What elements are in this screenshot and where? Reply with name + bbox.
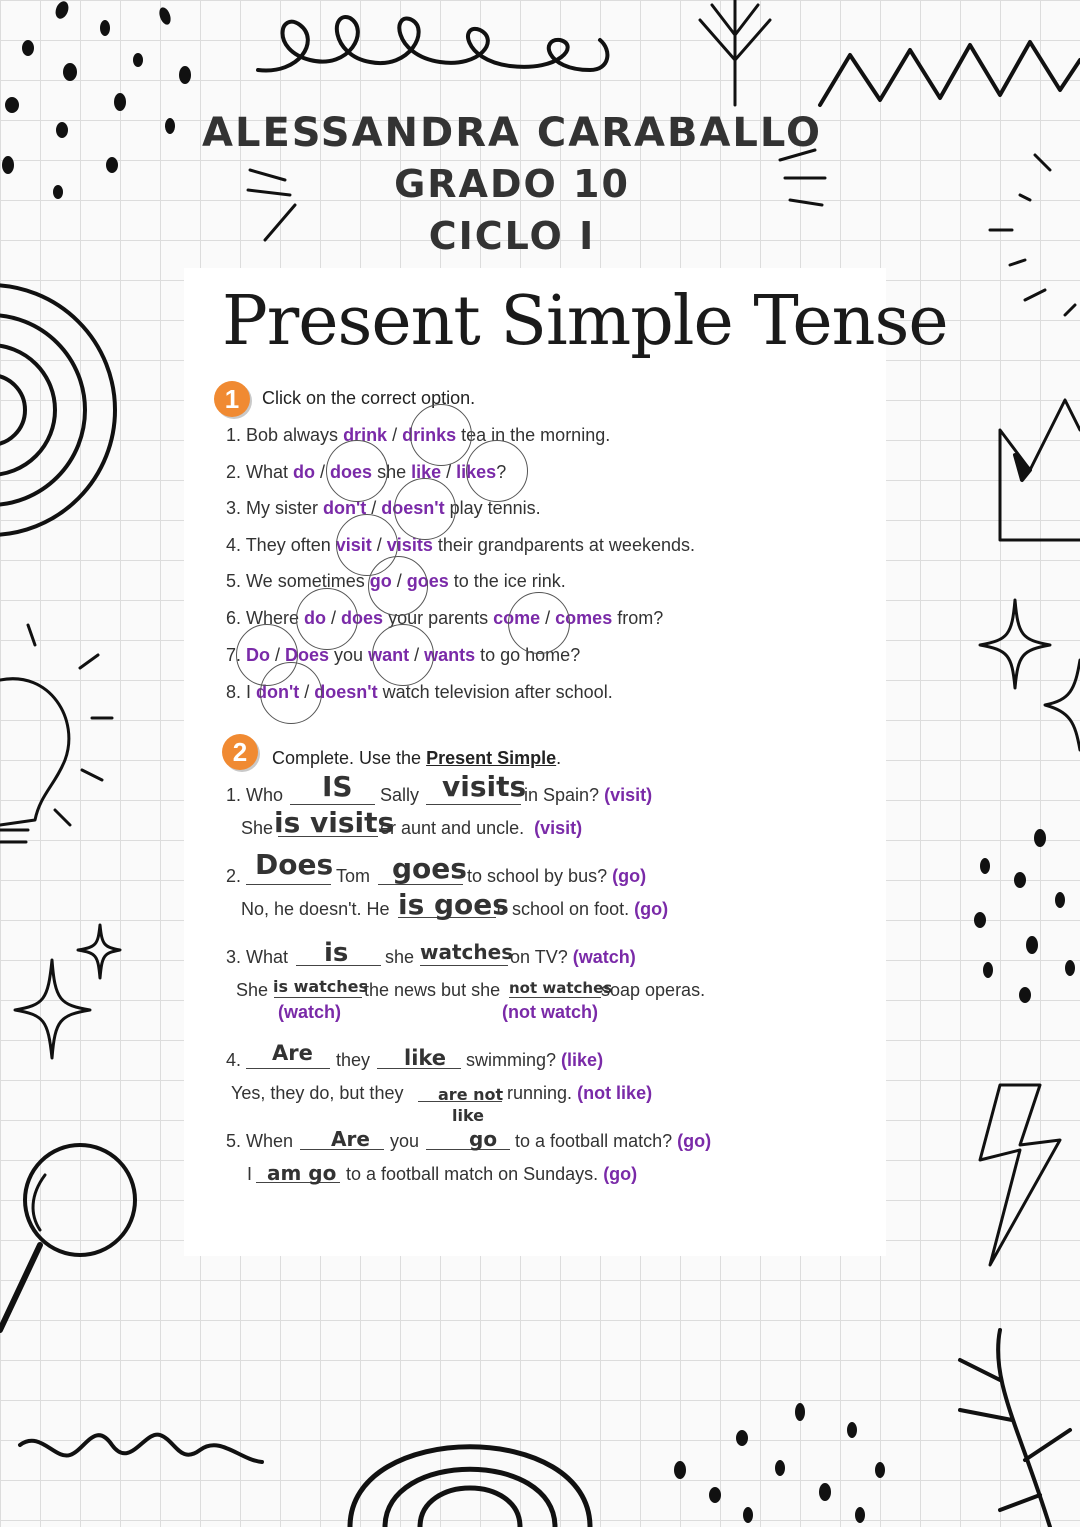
ex2-q3-line2-answer-1[interactable]: is watches — [273, 977, 369, 996]
ex1-item-6: 6. Where do / does your parents come / comes from? — [226, 608, 664, 628]
option-a[interactable]: Do — [246, 645, 271, 665]
ex2-q4-post: swimming? (like) — [466, 1050, 604, 1070]
ex2-q4-answer-2[interactable]: like — [404, 1046, 447, 1070]
ex2-q5-post: to a football match? (go) — [515, 1131, 712, 1151]
option-d[interactable]: likes — [456, 462, 497, 482]
answer-blank — [246, 884, 331, 885]
worksheet-title: Present Simple Tense — [222, 282, 948, 361]
option-b[interactable]: does — [341, 608, 384, 628]
option-d[interactable]: comes — [555, 608, 613, 628]
option-b[interactable]: doesn't — [314, 682, 378, 702]
selection-circle — [466, 440, 528, 502]
ex2-q3-line2-post: soap operas. — [601, 980, 706, 1000]
grade-label: GRADO 10 — [394, 162, 630, 206]
cycle-label: CICLO I — [428, 214, 596, 258]
exercise-1-instruction: Click on the correct option. — [262, 388, 476, 408]
exercise-2-badge: 2 — [222, 734, 258, 770]
ex2-q4-mid: they — [336, 1050, 371, 1070]
ex1-item-7: 7. Do / Does you want / wants to go home? — [226, 645, 581, 665]
selection-circle — [296, 588, 358, 650]
ex1-item-1: 1. Bob always drink / drinks tea in the morning. — [226, 425, 611, 445]
option-a[interactable]: don't — [256, 682, 300, 702]
option-d[interactable]: wants — [424, 645, 476, 665]
ex2-q2-answer-2[interactable]: goes — [392, 852, 467, 885]
option-a[interactable]: visit — [335, 535, 372, 555]
ex1-item-8: 8. I don't / doesn't watch television after school. — [226, 682, 613, 702]
ex2-q2-post: to school by bus? (go) — [467, 866, 647, 886]
exercise-2-instruction: Complete. Use the Present Simple. — [272, 748, 562, 768]
ex1-item-3: 3. My sister don't / doesn't play tennis. — [226, 498, 541, 518]
ex2-q5-answer-2[interactable]: go — [469, 1127, 498, 1151]
answer-blank — [420, 965, 508, 966]
option-b[interactable]: doesn't — [381, 498, 445, 518]
selection-circle — [260, 662, 322, 724]
ex2-q3-post: on TV? (watch) — [510, 947, 636, 967]
ex2-q2-line2-post: o school on foot. (go) — [497, 899, 669, 919]
answer-blank — [426, 804, 521, 805]
ex2-q4-line2-answer[interactable]: are not — [438, 1085, 504, 1104]
option-c[interactable]: like — [411, 462, 442, 482]
option-a[interactable]: don't — [323, 498, 367, 518]
selection-circle — [410, 404, 472, 466]
option-a[interactable]: go — [369, 571, 392, 591]
ex2-q1-answer-1[interactable]: IS — [322, 770, 353, 803]
student-name: ALESSANDRA CARABALLO — [202, 110, 822, 156]
selection-circle — [326, 440, 388, 502]
ex2-q1-pre: 1. Who — [226, 785, 284, 805]
ex2-q5-line2-answer[interactable]: am go — [267, 1161, 337, 1185]
ex2-q2-mid: Tom — [336, 866, 371, 886]
ex2-q2-answer-1[interactable]: Does — [255, 848, 334, 881]
ex2-q3-hint-b: (not watch) — [502, 1002, 598, 1022]
option-a[interactable]: do — [304, 608, 327, 628]
ex1-item-4: 4. They often visit / visits their grandparents at weekends. — [226, 535, 695, 555]
ex2-q3-pre: 3. What — [226, 947, 289, 967]
ex2-q3-hint-a: (watch) — [278, 1002, 341, 1022]
ex2-q5-answer-1[interactable]: Are — [331, 1127, 370, 1151]
ex2-q2-pre: 2. — [226, 866, 242, 886]
ex2-q4-answer-1[interactable]: Are — [272, 1041, 313, 1065]
ex2-q1-mid: Sally — [380, 785, 420, 805]
ex2-q4-line2-post: running. (not like) — [507, 1083, 653, 1103]
ex2-q5-pre: 5. When — [226, 1131, 294, 1151]
answer-blank — [426, 1149, 510, 1150]
option-b[interactable]: drinks — [402, 425, 457, 445]
option-a[interactable]: drink — [343, 425, 388, 445]
option-b[interactable]: visits — [386, 535, 433, 555]
option-b[interactable]: does — [330, 462, 373, 482]
ex2-q1-post: in Spain? (visit) — [524, 785, 653, 805]
ex2-q2-line2-pre: No, he doesn't. He — [241, 899, 390, 919]
ex2-q2-line2-answer[interactable]: is goes — [398, 888, 509, 921]
ex2-q1-line2-answer[interactable]: is visits — [274, 806, 395, 839]
ex2-q4-line2-answer-b[interactable]: like — [452, 1106, 485, 1125]
ex2-q1-line2-post: er aunt and uncle. (visit) — [380, 818, 583, 838]
selection-circle — [508, 592, 570, 654]
ex2-q3-line2-answer-2[interactable]: not watches — [509, 979, 613, 997]
ex2-q3-line2-pre: She — [236, 980, 269, 1000]
answer-blank — [290, 804, 375, 805]
answer-blank — [274, 997, 362, 998]
ex2-q1-answer-2[interactable]: visits — [442, 770, 527, 803]
option-b[interactable]: Does — [285, 645, 330, 665]
ex2-q3-answer-2[interactable]: watches — [420, 940, 514, 964]
selection-circle — [394, 478, 456, 540]
ex2-q3-mid: she — [385, 947, 415, 967]
ex2-q5-line2-post: to a football match on Sundays. (go) — [346, 1164, 638, 1184]
ex2-q3-line2-mid: the news but she — [364, 980, 501, 1000]
option-a[interactable]: do — [293, 462, 316, 482]
answer-blank — [509, 997, 601, 998]
selection-circle — [368, 556, 428, 616]
answer-blank — [246, 1068, 330, 1069]
ex2-q3-answer-1[interactable]: is — [324, 938, 349, 968]
option-b[interactable]: goes — [406, 571, 449, 591]
exercise-1-badge: 1 — [214, 381, 250, 417]
option-c[interactable]: want — [368, 645, 410, 665]
ex2-q1-line2-pre: She — [241, 818, 274, 838]
ex2-q5-mid: you — [390, 1131, 420, 1151]
ex2-q5-line2-pre: I — [247, 1164, 253, 1184]
ex1-item-2: 2. What do / does she like / likes? — [226, 462, 507, 482]
selection-circle — [372, 624, 434, 686]
ex1-item-5: 5. We sometimes go / goes to the ice rink. — [226, 571, 566, 591]
ex2-q4-line2-pre: Yes, they do, but they — [231, 1083, 404, 1103]
ex2-q4-pre: 4. — [226, 1050, 242, 1070]
option-c[interactable]: come — [493, 608, 541, 628]
